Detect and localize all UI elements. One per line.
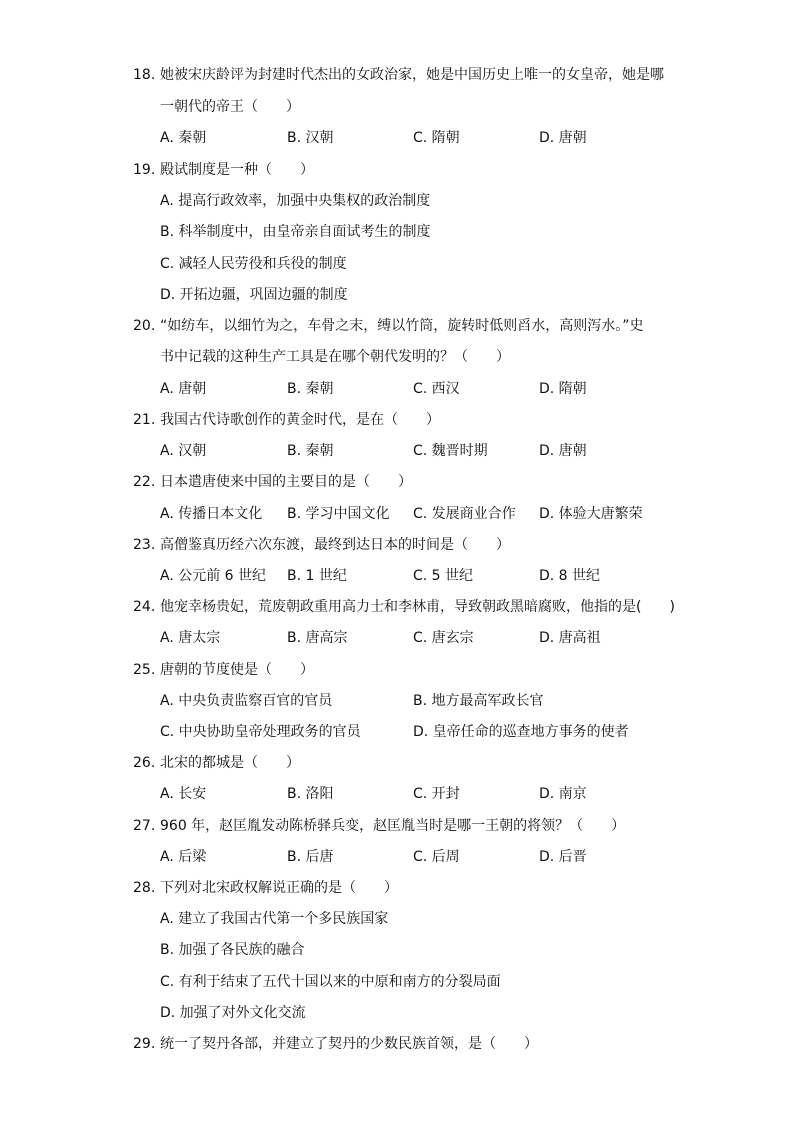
q24-option-b[interactable]: B. 唐高宗 bbox=[287, 630, 348, 646]
q20-option-b[interactable]: B. 秦朝 bbox=[287, 381, 334, 397]
question-28-stem: 下列对北宋政权解说正确的是（ ） bbox=[160, 880, 398, 896]
question-18-number: 18. bbox=[133, 67, 156, 83]
q20-option-d[interactable]: D. 隋朝 bbox=[539, 381, 587, 397]
question-26-number: 26. bbox=[133, 755, 156, 771]
q20-option-a[interactable]: A. 唐朝 bbox=[160, 381, 207, 397]
question-26-stem: 北宋的都城是（ ） bbox=[160, 755, 300, 771]
question-19-number: 19. bbox=[133, 162, 156, 178]
question-21-stem: 我国古代诗歌创作的黄金时代，是在（ ） bbox=[160, 412, 440, 428]
q26-option-d[interactable]: D. 南京 bbox=[539, 786, 587, 802]
q23-option-a[interactable]: A. 公元前 6 世纪 bbox=[160, 568, 267, 584]
q27-option-c[interactable]: C. 后周 bbox=[413, 849, 460, 865]
question-25-stem: 唐朝的节度使是（ ） bbox=[160, 662, 314, 678]
q27-option-d[interactable]: D. 后晋 bbox=[539, 849, 587, 865]
q28-option-c[interactable]: C. 有利于结束了五代十国以来的中原和南方的分裂局面 bbox=[160, 974, 501, 990]
question-29-stem: 统一了契丹各部，并建立了契丹的少数民族首领，是（ ） bbox=[160, 1036, 538, 1052]
question-20-stem-line2: 书中记载的这种生产工具是在哪个朝代发明的？（ ） bbox=[160, 349, 510, 365]
q25-option-b[interactable]: B. 地方最高军政长官 bbox=[413, 693, 544, 709]
question-24-stem: 他宠幸杨贵妃，荒废朝政重用高力士和李林甫，导致朝政黑暗腐败，他指的是( ) bbox=[160, 599, 675, 615]
question-22-number: 22. bbox=[133, 474, 156, 490]
q21-option-a[interactable]: A. 汉朝 bbox=[160, 443, 207, 459]
q21-option-b[interactable]: B. 秦朝 bbox=[287, 443, 334, 459]
q28-option-a[interactable]: A. 建立了我国古代第一个多民族国家 bbox=[160, 911, 389, 927]
q19-option-d[interactable]: D. 开拓边疆，巩固边疆的制度 bbox=[160, 287, 348, 303]
question-18-stem-line1: 她被宋庆龄评为封建时代杰出的女政治家，她是中国历史上唯一的女皇帝，她是哪 bbox=[160, 67, 664, 83]
q19-option-c[interactable]: C. 减轻人民劳役和兵役的制度 bbox=[160, 256, 347, 272]
question-18-stem-line2: 一朝代的帝王（ ） bbox=[160, 99, 300, 115]
q27-option-b[interactable]: B. 后唐 bbox=[287, 849, 334, 865]
question-27-number: 27. bbox=[133, 818, 156, 834]
q26-option-b[interactable]: B. 洛阳 bbox=[287, 786, 334, 802]
q22-option-c[interactable]: C. 发展商业合作 bbox=[413, 506, 516, 522]
q18-option-c[interactable]: C. 隋朝 bbox=[413, 130, 460, 146]
q23-option-d[interactable]: D. 8 世纪 bbox=[539, 568, 601, 584]
q25-option-a[interactable]: A. 中央负责监察百官的官员 bbox=[160, 693, 333, 709]
q23-option-c[interactable]: C. 5 世纪 bbox=[413, 568, 474, 584]
question-28-number: 28. bbox=[133, 880, 156, 896]
q25-option-d[interactable]: D. 皇帝任命的巡查地方事务的使者 bbox=[413, 724, 629, 740]
question-25-number: 25. bbox=[133, 662, 156, 678]
q21-option-c[interactable]: C. 魏晋时期 bbox=[413, 443, 488, 459]
q24-option-a[interactable]: A. 唐太宗 bbox=[160, 630, 221, 646]
q24-option-c[interactable]: C. 唐玄宗 bbox=[413, 630, 474, 646]
question-21-number: 21. bbox=[133, 412, 156, 428]
q24-option-d[interactable]: D. 唐高祖 bbox=[539, 630, 601, 646]
question-19-stem: 殿试制度是一种（ ） bbox=[160, 162, 314, 178]
question-22-stem: 日本遣唐使来中国的主要目的是（ ） bbox=[160, 474, 412, 490]
question-20-stem-line1: “如纺车，以细竹为之，车骨之末，缚以竹筒，旋转时低则舀水，高则泻水。”史 bbox=[160, 318, 644, 334]
q21-option-d[interactable]: D. 唐朝 bbox=[539, 443, 587, 459]
question-20-number: 20. bbox=[133, 318, 156, 334]
q18-option-a[interactable]: A. 秦朝 bbox=[160, 130, 207, 146]
question-23-number: 23. bbox=[133, 537, 156, 553]
q18-option-b[interactable]: B. 汉朝 bbox=[287, 130, 334, 146]
question-27-stem: 960 年，赵匡胤发动陈桥驿兵变，赵匡胤当时是哪一王朝的将领？（ ） bbox=[160, 818, 626, 834]
q18-option-d[interactable]: D. 唐朝 bbox=[539, 130, 587, 146]
q22-option-d[interactable]: D. 体验大唐繁荣 bbox=[539, 506, 643, 522]
q25-option-c[interactable]: C. 中央协助皇帝处理政务的官员 bbox=[160, 724, 361, 740]
q26-option-a[interactable]: A. 长安 bbox=[160, 786, 207, 802]
q20-option-c[interactable]: C. 西汉 bbox=[413, 381, 460, 397]
q28-option-d[interactable]: D. 加强了对外文化交流 bbox=[160, 1005, 306, 1021]
q22-option-b[interactable]: B. 学习中国文化 bbox=[287, 506, 390, 522]
question-29-number: 29. bbox=[133, 1036, 156, 1052]
q26-option-c[interactable]: C. 开封 bbox=[413, 786, 460, 802]
question-24-number: 24. bbox=[133, 599, 156, 615]
q19-option-a[interactable]: A. 提高行政效率，加强中央集权的政治制度 bbox=[160, 193, 431, 209]
q28-option-b[interactable]: B. 加强了各民族的融合 bbox=[160, 942, 305, 958]
question-23-stem: 高僧鉴真历经六次东渡，最终到达日本的时间是（ ） bbox=[160, 537, 510, 553]
q23-option-b[interactable]: B. 1 世纪 bbox=[287, 568, 347, 584]
q22-option-a[interactable]: A. 传播日本文化 bbox=[160, 506, 263, 522]
q19-option-b[interactable]: B. 科举制度中，由皇帝亲自面试考生的制度 bbox=[160, 224, 431, 240]
q27-option-a[interactable]: A. 后梁 bbox=[160, 849, 207, 865]
